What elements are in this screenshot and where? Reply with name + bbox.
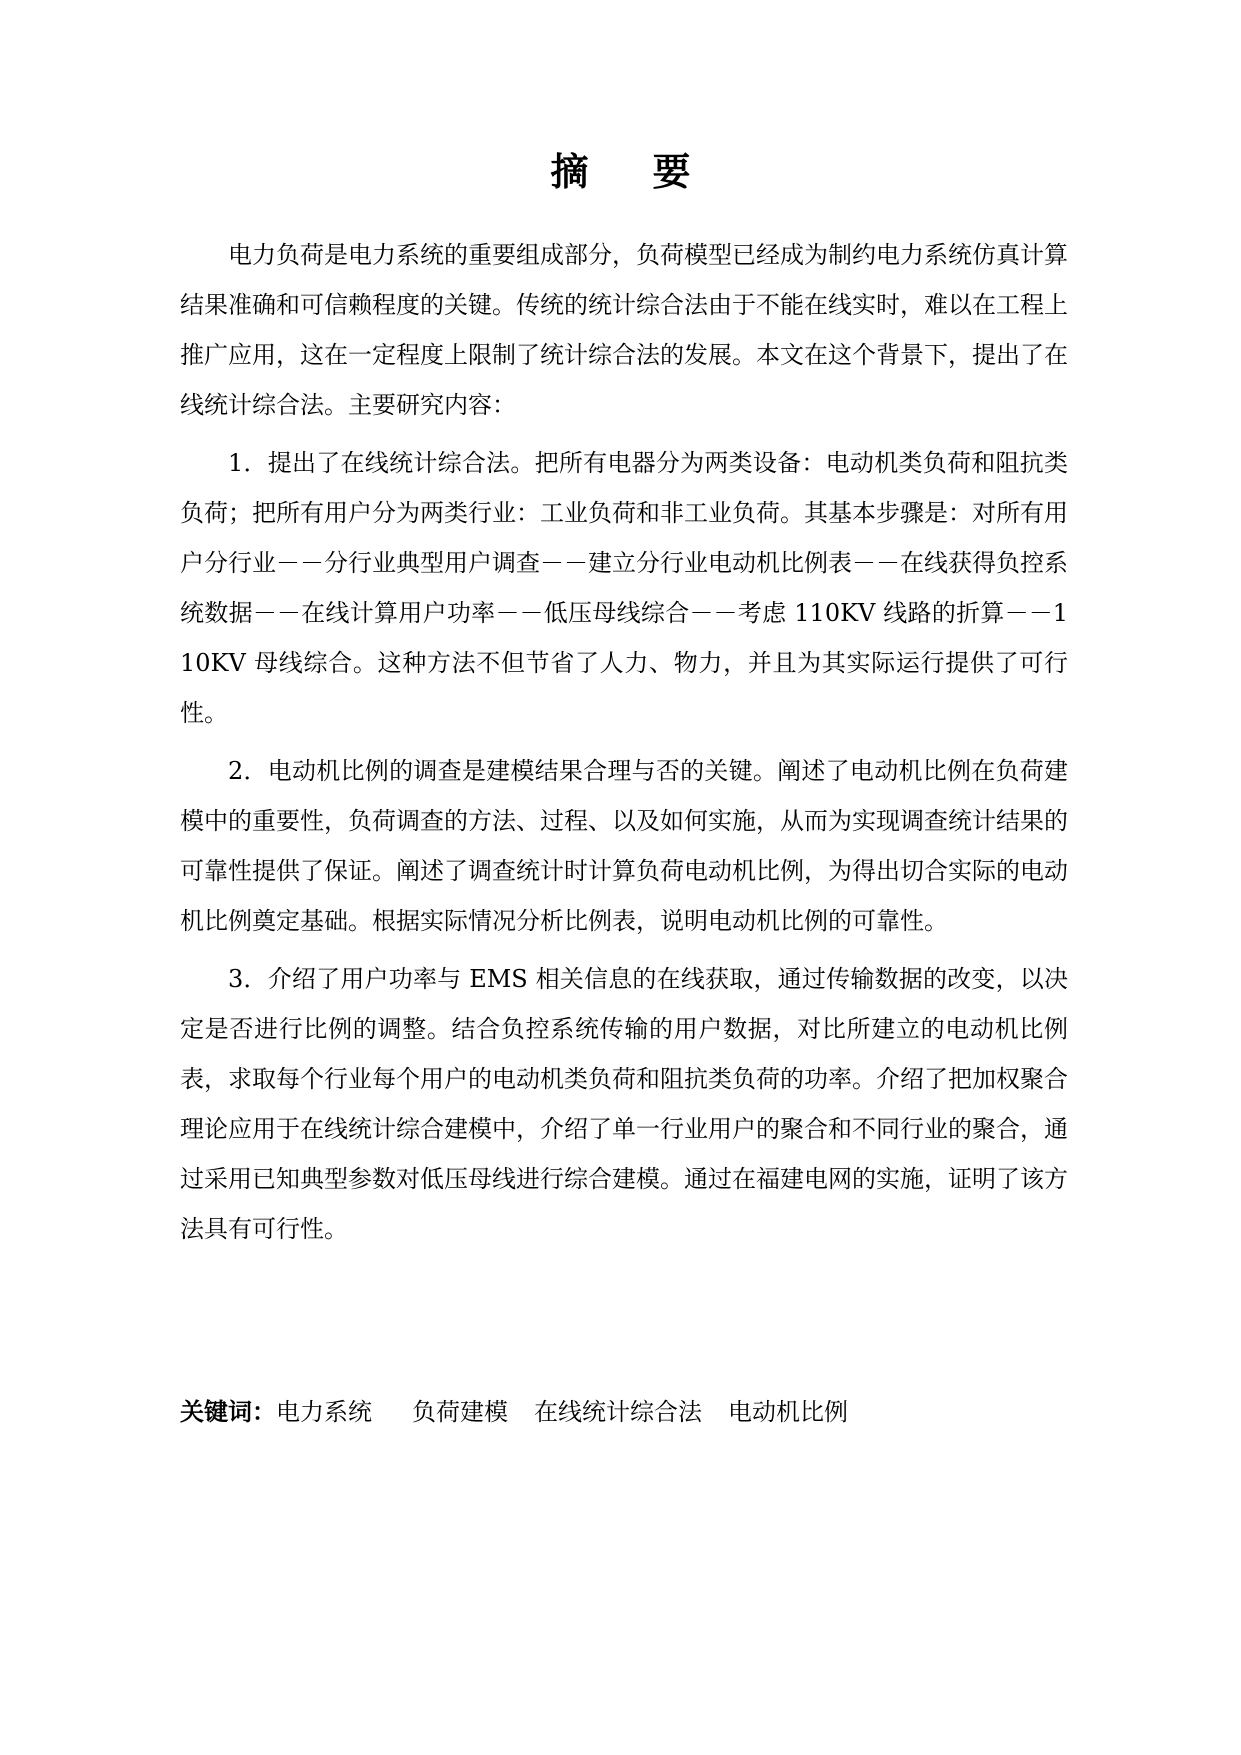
paragraph-point-1: 1．提出了在线统计综合法。把所有电器分为两类设备：电动机类负荷和阻抗类负荷；把所有用户分为两类行业：工业负荷和非工业负荷。其基本步骤是：对所有用户分行业－－分行业典型用户调查－－建立分行业电动机比例表－－在线获得负控系统数据－－在线计算用户功率－－低压母线综合－－考虑 110KV 线路的折算－－110KV 母线综合。这种方法不但节省了人力、物力，并且为其实际运行提供了可行性。 <box>180 449 1068 727</box>
abstract-body <box>180 230 1068 1254</box>
keyword-item: 电动机比例 <box>728 1398 848 1426</box>
keywords-label: 关键词： <box>180 1398 276 1426</box>
keyword-item: 负荷建模 <box>412 1398 508 1426</box>
keyword-item: 电力系统 <box>276 1398 372 1426</box>
abstract-title: 摘要 <box>550 150 755 194</box>
paragraph-intro: 电力负荷是电力系统的重要组成部分，负荷模型已经成为制约电力系统仿真计算结果准确和可信赖程度的关键。传统的统计综合法由于不能在线实时，难以在工程上推广应用，这在一定程度上限制了统计综合法的发展。本文在这个背景下，提出了在线统计综合法。主要研究内容： <box>180 241 1068 419</box>
keywords-line <box>180 1392 1068 1432</box>
paragraph-point-2: 2．电动机比例的调查是建模结果合理与否的关键。阐述了电动机比例在负荷建模中的重要性，负荷调查的方法、过程、以及如何实施，从而为实现调查统计结果的可靠性提供了保证。阐述了调查统计时计算负荷电动机比例，为得出切合实际的电动机比例奠定基础。根据实际情况分析比例表，说明电动机比例的可靠性。 <box>180 757 1068 935</box>
paragraph-point-3: 3．介绍了用户功率与 EMS 相关信息的在线获取，通过传输数据的改变，以决定是否进行比例的调整。结合负控系统传输的用户数据，对比所建立的电动机比例表，求取每个行业每个用户的电动机类负荷和阻抗类负荷的功率。介绍了把加权聚合理论应用于在线统计综合建模中，介绍了单一行业用户的聚合和不同行业的聚合，通过采用已知典型参数对低压母线进行综合建模。通过在福建电网的实施，证明了该方法具有可行性。 <box>180 965 1068 1243</box>
keyword-item: 在线统计综合法 <box>534 1398 702 1426</box>
